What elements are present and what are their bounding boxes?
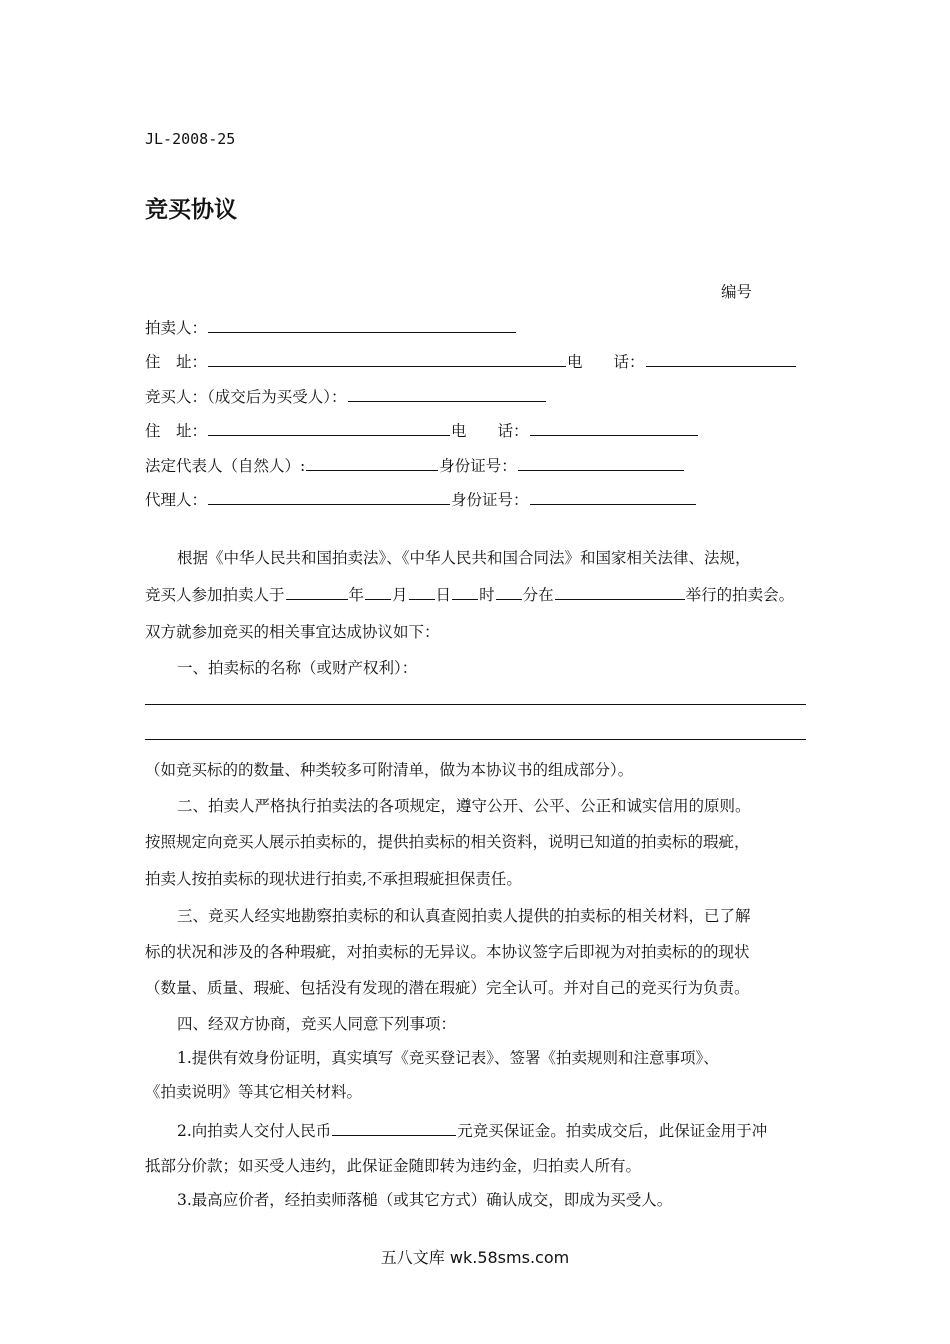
text: 元竞买保证金。拍卖成交后，此保证金用于冲 bbox=[457, 1122, 768, 1140]
footer-watermark: 五八文库 wk.58sms.com bbox=[380, 1248, 570, 1267]
text: 2.向拍卖人交付人民币 bbox=[177, 1122, 332, 1140]
blank-rule[interactable] bbox=[145, 739, 806, 740]
minute-blank[interactable] bbox=[496, 582, 522, 600]
blank-rule[interactable] bbox=[145, 704, 806, 705]
paragraph-line: 抵部分价款；如买受人违约，此保证金随即转为违约金，归拍卖人所有。 bbox=[145, 1157, 642, 1175]
agent-label: 代理人： bbox=[145, 491, 208, 509]
legal-rep-field bbox=[145, 453, 685, 476]
paragraph-line: （数量、质量、瑕疵、包括没有发现的潜在瑕疵）完全认可。并对自己的竞买行为负责。 bbox=[145, 979, 750, 997]
paragraph-line: 三、竞买人经实地勘察拍卖标的和认真查阅拍卖人提供的拍卖标的相关材料，已了解 bbox=[177, 907, 751, 925]
deposit-line bbox=[177, 1118, 767, 1141]
agent-field bbox=[145, 487, 697, 510]
id-label: 身份证号： bbox=[451, 491, 529, 509]
id-label: 身份证号： bbox=[439, 457, 517, 475]
address-label: 住 址： bbox=[145, 353, 208, 371]
text: 月 bbox=[392, 586, 408, 604]
bidder-label: 竞买人：（成交后为买受人）： bbox=[145, 388, 347, 406]
text: 时 bbox=[479, 586, 495, 604]
legal-rep-blank[interactable] bbox=[306, 453, 438, 471]
text: 分在 bbox=[522, 586, 554, 604]
number-label: 编号 bbox=[721, 283, 753, 301]
phone-label: 电 话： bbox=[567, 353, 645, 371]
text: 竞买人参加拍卖人于 bbox=[145, 586, 285, 604]
paragraph-line: 标的状况和涉及的各种瑕疵，对拍卖标的无异议。本协议签字后即视为对拍卖标的的现状 bbox=[145, 943, 750, 961]
address-blank[interactable] bbox=[208, 349, 566, 367]
auction-date-line bbox=[145, 582, 794, 605]
hour-blank[interactable] bbox=[452, 582, 478, 600]
document-code: JL-2008-25 bbox=[145, 130, 236, 148]
agent-blank[interactable] bbox=[208, 487, 450, 505]
day-blank[interactable] bbox=[409, 582, 435, 600]
phone-blank[interactable] bbox=[646, 349, 796, 367]
amount-blank[interactable] bbox=[332, 1118, 456, 1136]
legal-rep-label: 法定代表人（自然人）: bbox=[145, 457, 306, 475]
address-label: 住 址： bbox=[145, 422, 208, 440]
paragraph-line: 《拍卖说明》等其它相关材料。 bbox=[145, 1083, 363, 1101]
paragraph-line: （如竞买标的的数量、种类较多可附清单，做为本协议书的组成部分）。 bbox=[145, 761, 634, 779]
paragraph-line: 双方就参加竞买的相关事宜达成协议如下： bbox=[145, 623, 440, 641]
section-heading: 一、拍卖标的名称（或财产权利）： bbox=[177, 659, 418, 677]
bidder-field bbox=[145, 384, 547, 407]
bidder-blank[interactable] bbox=[348, 384, 546, 402]
bidder-address-field bbox=[145, 418, 699, 441]
id-blank[interactable] bbox=[518, 453, 684, 471]
id-blank[interactable] bbox=[530, 487, 696, 505]
auctioneer-address-field bbox=[145, 349, 797, 372]
paragraph-line: 根据《中华人民共和国拍卖法》、《中华人民共和国合同法》和国家相关法律、法规， bbox=[177, 549, 751, 567]
phone-label: 电 话： bbox=[451, 422, 529, 440]
document-title: 竞买协议 bbox=[145, 197, 237, 223]
paragraph-line: 二、拍卖人严格执行拍卖法的各项规定，遵守公开、公平、公正和诚实信用的原则。 bbox=[177, 797, 751, 815]
section-heading: 四、经双方协商，竞买人同意下列事项： bbox=[177, 1015, 457, 1033]
auctioneer-blank[interactable] bbox=[208, 315, 516, 333]
paragraph-line: 按照规定向竞买人展示拍卖标的，提供拍卖标的相关资料，说明已知道的拍卖标的瑕疵， bbox=[145, 833, 750, 851]
paragraph-line: 1.提供有效身份证明，真实填写《竞买登记表》、签署《拍卖规则和注意事项》、 bbox=[177, 1049, 719, 1067]
paragraph-line: 拍卖人按拍卖标的现状进行拍卖,不承担瑕疵担保责任。 bbox=[145, 870, 522, 888]
text: 日 bbox=[435, 586, 452, 604]
month-blank[interactable] bbox=[365, 582, 391, 600]
year-blank[interactable] bbox=[286, 582, 348, 600]
text: 年 bbox=[348, 586, 365, 604]
venue-blank[interactable] bbox=[555, 582, 685, 600]
text: 举行的拍卖会。 bbox=[685, 586, 795, 604]
paragraph-line: 3.最高应价者，经拍卖师落槌（或其它方式）确认成交，即成为买受人。 bbox=[177, 1191, 673, 1209]
phone-blank[interactable] bbox=[530, 418, 698, 436]
auctioneer-field bbox=[145, 315, 517, 338]
auctioneer-label: 拍卖人： bbox=[145, 319, 208, 337]
address-blank[interactable] bbox=[208, 418, 450, 436]
